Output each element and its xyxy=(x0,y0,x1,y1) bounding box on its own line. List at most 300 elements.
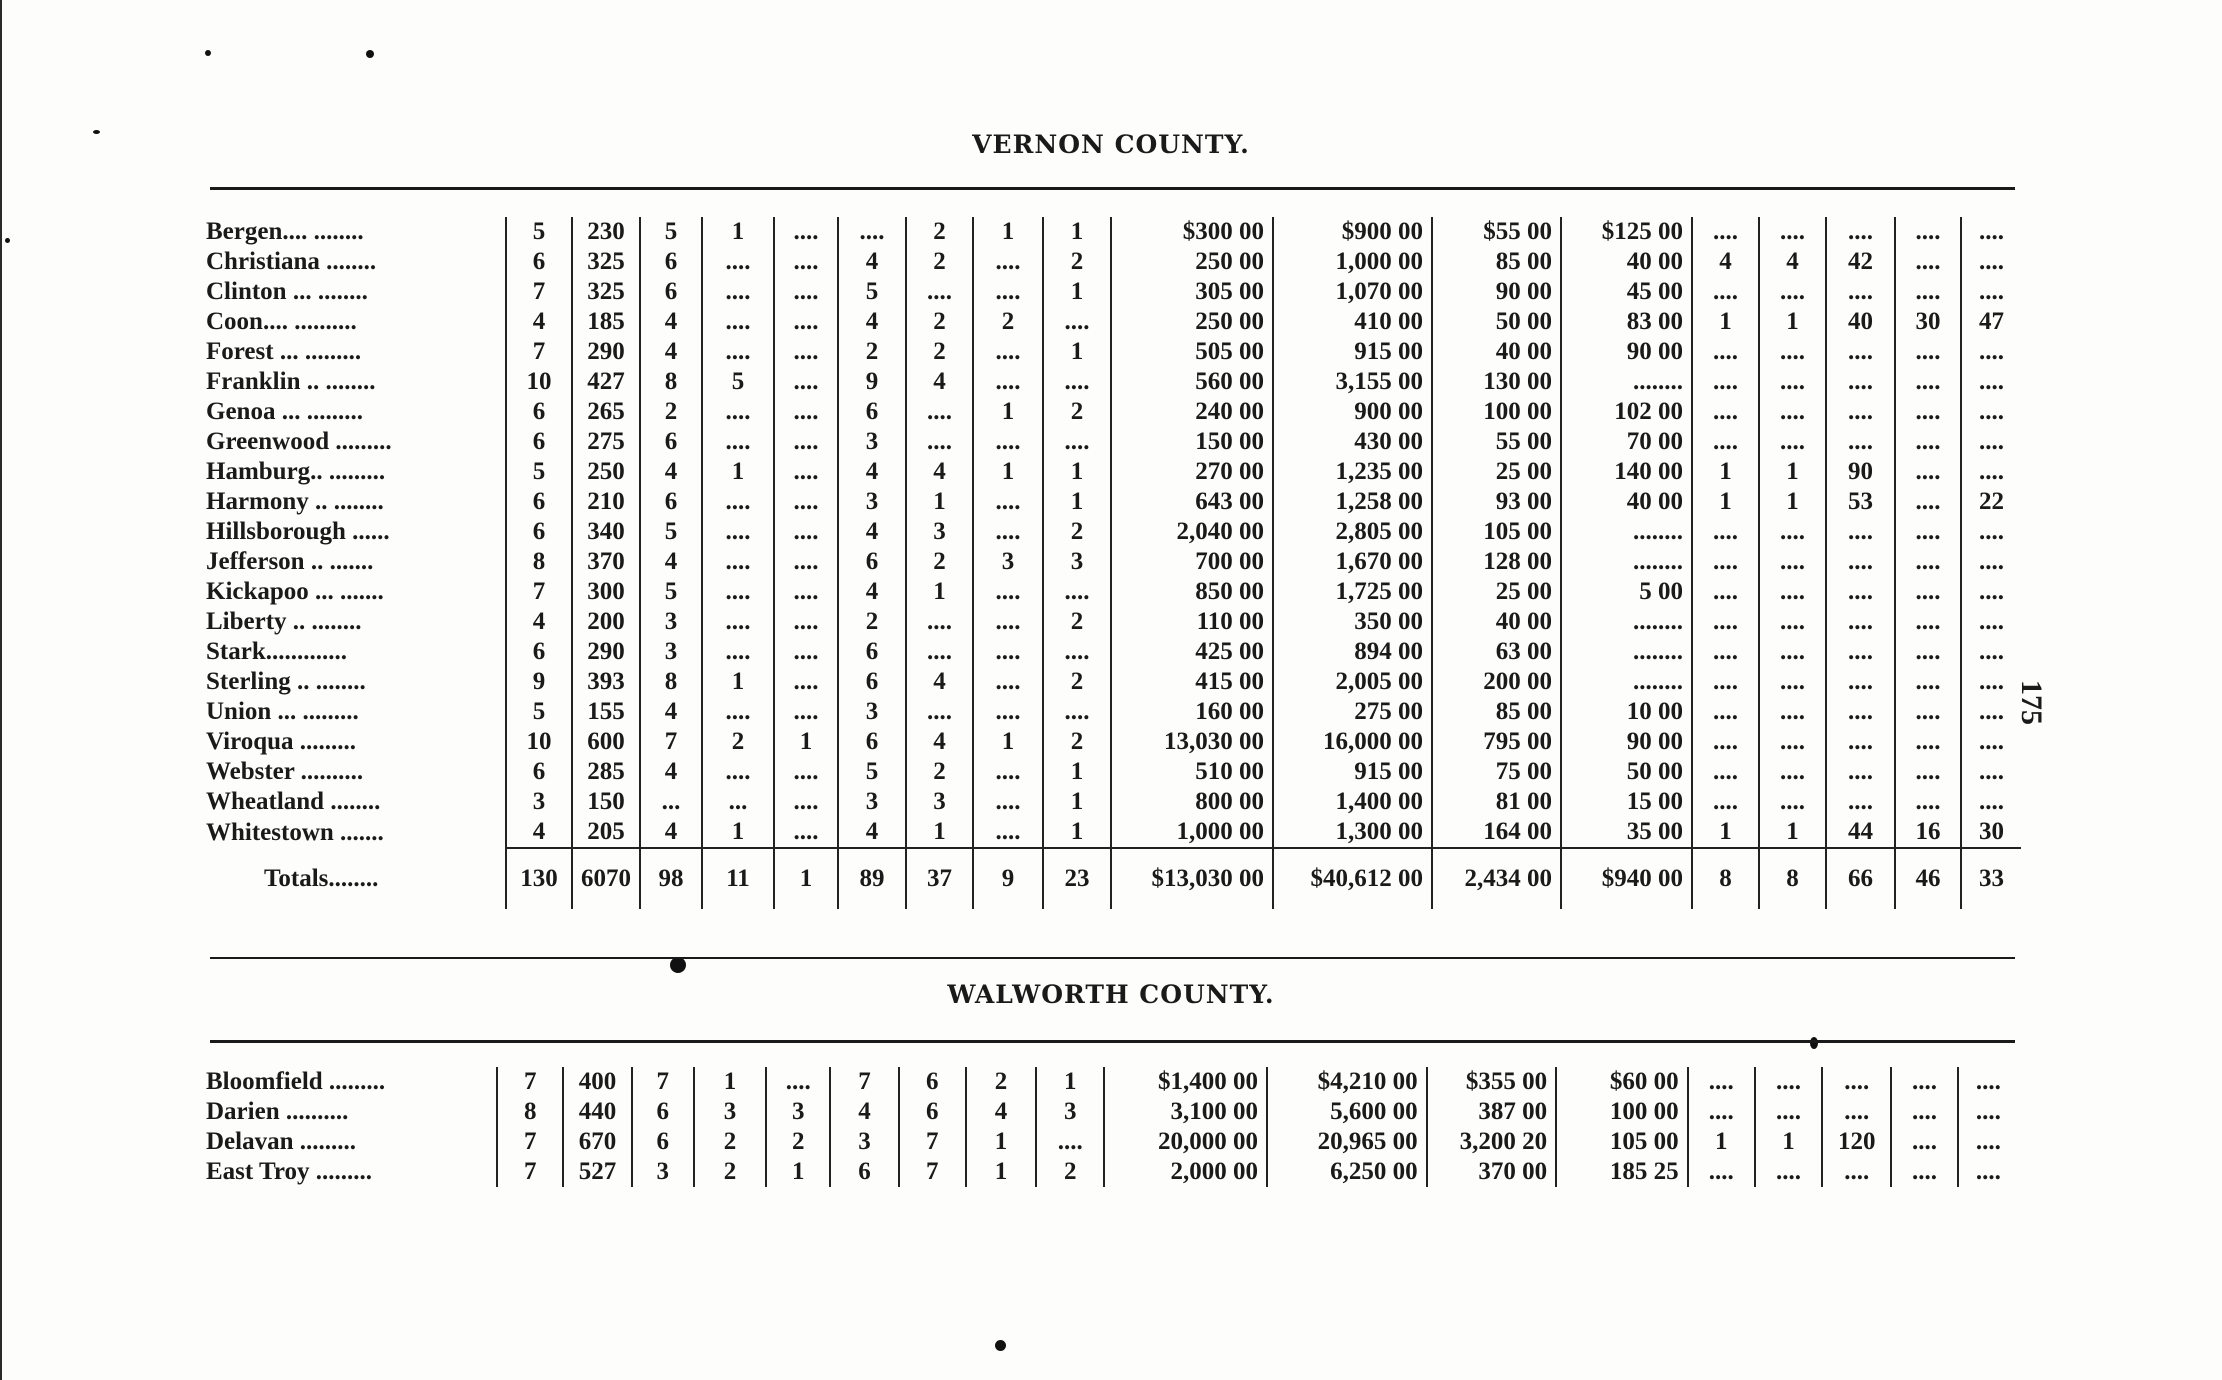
count-cell: .... xyxy=(1826,787,1895,817)
count-cell: 6 xyxy=(506,757,572,787)
count-cell: 670 xyxy=(563,1127,631,1157)
count-cell: .... xyxy=(1961,427,2021,457)
count-cell: .... xyxy=(1688,1097,1755,1127)
amount-cell: 100 00 xyxy=(1432,397,1561,427)
count-cell: 205 xyxy=(572,817,640,848)
town-name: Bloomfield ......... xyxy=(206,1068,386,1095)
count-cell: .... xyxy=(1961,787,2021,817)
amount-cell: 2,005 00 xyxy=(1273,667,1432,697)
count-cell: 1 xyxy=(1043,817,1111,848)
count-cell: 1 xyxy=(1043,487,1111,517)
amount-cell: 105 00 xyxy=(1556,1127,1688,1157)
count-cell: 1 xyxy=(1692,307,1759,337)
count-cell: .... xyxy=(973,247,1043,277)
count-cell: 6 xyxy=(838,727,906,757)
count-cell: .... xyxy=(1895,727,1961,757)
count-cell: 8 xyxy=(506,547,572,577)
table-row xyxy=(200,1127,2018,1157)
count-cell: 1 xyxy=(702,817,774,848)
count-cell: 2 xyxy=(906,337,973,367)
amount-cell: 140 00 xyxy=(1561,457,1692,487)
walworth-county-title: WALWORTH COUNTY. xyxy=(947,980,1275,1009)
count-cell: .... xyxy=(906,397,973,427)
town-name: Wheatland ........ xyxy=(206,788,381,815)
count-cell: .... xyxy=(1895,607,1961,637)
amount-cell: 105 00 xyxy=(1432,517,1561,547)
count-cell: .... xyxy=(774,367,838,397)
count-cell: .... xyxy=(774,247,838,277)
count-cell: .... xyxy=(1961,247,2021,277)
table-row xyxy=(200,367,2021,397)
count-cell: 1 xyxy=(1692,817,1759,848)
count-cell: .... xyxy=(1895,217,1961,247)
amount-cell: 1,258 00 xyxy=(1273,487,1432,517)
count-cell: 6 xyxy=(632,1097,694,1127)
count-cell: 1 xyxy=(973,457,1043,487)
count-cell: .... xyxy=(1826,427,1895,457)
count-cell: 120 xyxy=(1822,1127,1891,1157)
page-number: 175 xyxy=(2015,680,2048,725)
ink-speck xyxy=(670,957,686,973)
town-name: Hamburg.. ......... xyxy=(206,458,386,485)
count-cell: .... xyxy=(1759,397,1826,427)
town-name: Sterling .. ........ xyxy=(206,668,366,695)
count-cell: 6 xyxy=(632,1127,694,1157)
count-cell: 4 xyxy=(906,727,973,757)
amount-cell: ........ xyxy=(1561,367,1692,397)
count-cell: 230 xyxy=(572,217,640,247)
town-name: Greenwood ......... xyxy=(206,428,392,455)
count-cell: .... xyxy=(1895,367,1961,397)
table-row xyxy=(200,517,2021,547)
count-cell: .... xyxy=(1961,757,2021,787)
count-cell: .... xyxy=(702,607,774,637)
count-cell: .... xyxy=(774,787,838,817)
count-cell: 7 xyxy=(640,727,702,757)
amount-cell: ........ xyxy=(1561,637,1692,667)
table-row xyxy=(200,397,2021,427)
count-cell: 47 xyxy=(1961,307,2021,337)
ink-speck xyxy=(205,50,211,56)
count-cell: .... xyxy=(1692,547,1759,577)
count-cell: 1 xyxy=(973,397,1043,427)
amount-cell: 1,300 00 xyxy=(1273,817,1432,848)
amount-cell: 128 00 xyxy=(1432,547,1561,577)
count-cell: 7 xyxy=(899,1157,966,1187)
count-cell: .... xyxy=(702,577,774,607)
amount-cell: ........ xyxy=(1561,517,1692,547)
table-row xyxy=(200,667,2021,697)
amount-cell: 410 00 xyxy=(1273,307,1432,337)
count-cell: .... xyxy=(1826,607,1895,637)
count-cell: .... xyxy=(774,817,838,848)
count-cell: .... xyxy=(1961,697,2021,727)
amount-cell: 40 00 xyxy=(1432,607,1561,637)
amount-cell: 5,600 00 xyxy=(1267,1097,1427,1127)
count-cell: 1 xyxy=(1692,487,1759,517)
count-cell: 527 xyxy=(563,1157,631,1187)
amount-cell: 85 00 xyxy=(1432,247,1561,277)
count-cell: .... xyxy=(973,697,1043,727)
amount-cell: 50 00 xyxy=(1561,757,1692,787)
count-cell: .... xyxy=(1826,397,1895,427)
amount-cell: 430 00 xyxy=(1273,427,1432,457)
count-cell: .... xyxy=(1692,397,1759,427)
count-cell: 3 xyxy=(640,607,702,637)
amount-cell: 370 00 xyxy=(1427,1157,1556,1187)
count-cell: .... xyxy=(1895,757,1961,787)
count-cell: .... xyxy=(1759,607,1826,637)
table-row xyxy=(200,217,2021,247)
count-cell: .... xyxy=(1961,727,2021,757)
count-cell: 90 xyxy=(1826,457,1895,487)
count-cell: 1 xyxy=(1043,757,1111,787)
table-row xyxy=(200,1157,2018,1187)
count-cell: 5 xyxy=(838,277,906,307)
count-cell: 2 xyxy=(838,607,906,637)
town-name: Hillsborough ...... xyxy=(206,518,390,545)
amount-cell: 63 00 xyxy=(1432,637,1561,667)
count-cell: 2 xyxy=(966,1067,1036,1097)
amount-cell: 15 00 xyxy=(1561,787,1692,817)
count-cell: .... xyxy=(702,247,774,277)
count-cell: 1 xyxy=(1036,1067,1104,1097)
count-cell: .... xyxy=(1826,727,1895,757)
count-cell: .... xyxy=(1826,757,1895,787)
count-cell: 1 xyxy=(1043,787,1111,817)
amount-cell: 3,155 00 xyxy=(1273,367,1432,397)
amount-cell: 110 00 xyxy=(1111,607,1273,637)
amount-cell: 160 00 xyxy=(1111,697,1273,727)
amount-cell: 102 00 xyxy=(1561,397,1692,427)
count-cell: 1 xyxy=(1043,277,1111,307)
count-cell: .... xyxy=(973,277,1043,307)
count-cell: 1 xyxy=(966,1127,1036,1157)
amount-cell: ........ xyxy=(1561,547,1692,577)
count-cell: .... xyxy=(1692,367,1759,397)
count-cell: .... xyxy=(1961,277,2021,307)
count-cell: 5 xyxy=(640,217,702,247)
count-cell: .... xyxy=(906,697,973,727)
count-cell: 1 xyxy=(1759,457,1826,487)
count-cell: 6 xyxy=(838,547,906,577)
count-cell: .... xyxy=(1961,637,2021,667)
count-cell: 6 xyxy=(506,487,572,517)
vernon-top-rule xyxy=(210,187,2015,190)
count-cell: 6 xyxy=(506,397,572,427)
count-cell: 44 xyxy=(1826,817,1895,848)
amount-cell: 13,030 00 xyxy=(1111,727,1273,757)
count-cell: .... xyxy=(1759,337,1826,367)
count-cell: 440 xyxy=(563,1097,631,1127)
amount-cell: 70 00 xyxy=(1561,427,1692,457)
count-cell: 89 xyxy=(838,848,906,909)
amount-cell: 505 00 xyxy=(1111,337,1273,367)
count-cell: .... xyxy=(1961,457,2021,487)
count-cell: 2 xyxy=(640,397,702,427)
table-row xyxy=(200,577,2021,607)
count-cell: .... xyxy=(973,787,1043,817)
count-cell: 4 xyxy=(838,457,906,487)
amount-cell: $13,030 00 xyxy=(1111,848,1273,909)
count-cell: 6 xyxy=(838,397,906,427)
count-cell: 1 xyxy=(973,727,1043,757)
count-cell: .... xyxy=(1692,607,1759,637)
amount-cell: 850 00 xyxy=(1111,577,1273,607)
totals-label: Totals........ xyxy=(264,864,379,892)
count-cell: .... xyxy=(1692,277,1759,307)
count-cell: 285 xyxy=(572,757,640,787)
count-cell: .... xyxy=(1961,517,2021,547)
count-cell: 370 xyxy=(572,547,640,577)
ink-speck xyxy=(995,1340,1006,1351)
count-cell: .... xyxy=(774,667,838,697)
count-cell: .... xyxy=(1895,487,1961,517)
amount-cell: 200 00 xyxy=(1432,667,1561,697)
count-cell: 5 xyxy=(506,697,572,727)
count-cell: 3 xyxy=(766,1097,830,1127)
count-cell: .... xyxy=(774,517,838,547)
town-name: Delavan ......... xyxy=(206,1128,356,1155)
count-cell: 2 xyxy=(906,547,973,577)
count-cell: .... xyxy=(1759,757,1826,787)
amount-cell: 1,670 00 xyxy=(1273,547,1432,577)
ink-speck xyxy=(5,238,10,243)
town-name: East Troy ......... xyxy=(206,1158,372,1185)
count-cell: .... xyxy=(702,757,774,787)
count-cell: .... xyxy=(1826,637,1895,667)
count-cell: .... xyxy=(906,637,973,667)
count-cell: .... xyxy=(1826,277,1895,307)
count-cell: 1 xyxy=(966,1157,1036,1187)
amount-cell: 250 00 xyxy=(1111,307,1273,337)
count-cell: .... xyxy=(1759,697,1826,727)
count-cell: .... xyxy=(1688,1157,1755,1187)
amount-cell: 90 00 xyxy=(1432,277,1561,307)
count-cell: .... xyxy=(702,487,774,517)
amount-cell: 1,725 00 xyxy=(1273,577,1432,607)
count-cell: 4 xyxy=(838,307,906,337)
count-cell: 4 xyxy=(906,457,973,487)
count-cell: 4 xyxy=(1692,247,1759,277)
count-cell: 7 xyxy=(506,577,572,607)
amount-cell: 250 00 xyxy=(1111,247,1273,277)
count-cell: ... xyxy=(702,787,774,817)
count-cell: 1 xyxy=(702,667,774,697)
amount-cell: 25 00 xyxy=(1432,457,1561,487)
count-cell: 8 xyxy=(1692,848,1759,909)
count-cell: .... xyxy=(973,667,1043,697)
count-cell: .... xyxy=(1692,787,1759,817)
count-cell: 7 xyxy=(497,1157,563,1187)
count-cell: .... xyxy=(1759,427,1826,457)
town-name: Franklin .. ........ xyxy=(206,368,376,395)
amount-cell: 164 00 xyxy=(1432,817,1561,848)
count-cell: .... xyxy=(774,547,838,577)
amount-cell: $40,612 00 xyxy=(1273,848,1432,909)
count-cell: 4 xyxy=(838,517,906,547)
count-cell: 1 xyxy=(1043,457,1111,487)
table-row xyxy=(200,727,2021,757)
count-cell: 325 xyxy=(572,277,640,307)
ink-speck xyxy=(366,50,374,58)
count-cell: .... xyxy=(1891,1067,1957,1097)
count-cell: .... xyxy=(1043,307,1111,337)
count-cell: 7 xyxy=(506,337,572,367)
count-cell: .... xyxy=(973,517,1043,547)
walworth-top-rule xyxy=(210,1040,2015,1043)
count-cell: 5 xyxy=(838,757,906,787)
count-cell: .... xyxy=(774,427,838,457)
town-name: Viroqua ......... xyxy=(206,728,357,755)
count-cell: 130 xyxy=(506,848,572,909)
count-cell: 98 xyxy=(640,848,702,909)
count-cell: 6 xyxy=(899,1097,966,1127)
count-cell: 2 xyxy=(694,1127,766,1157)
count-cell: .... xyxy=(1822,1157,1891,1187)
vernon-county-title: VERNON COUNTY. xyxy=(972,130,1250,159)
count-cell: 7 xyxy=(899,1127,966,1157)
count-cell: 1 xyxy=(702,217,774,247)
count-cell: 1 xyxy=(1688,1127,1755,1157)
count-cell: 46 xyxy=(1895,848,1961,909)
count-cell: .... xyxy=(1826,577,1895,607)
table-row xyxy=(200,487,2021,517)
walworth-county-table xyxy=(200,1067,2018,1187)
count-cell: 22 xyxy=(1961,487,2021,517)
amount-cell: $55 00 xyxy=(1432,217,1561,247)
count-cell: 6 xyxy=(640,487,702,517)
count-cell: .... xyxy=(1755,1097,1822,1127)
town-name: Stark............. xyxy=(206,638,347,665)
table-row xyxy=(200,637,2021,667)
count-cell: 2 xyxy=(1043,667,1111,697)
count-cell: .... xyxy=(1822,1097,1891,1127)
count-cell: 4 xyxy=(906,367,973,397)
town-name: Whitestown ....... xyxy=(206,818,384,846)
count-cell: .... xyxy=(1692,667,1759,697)
town-name: Christiana ........ xyxy=(206,248,377,275)
count-cell: 3 xyxy=(694,1097,766,1127)
amount-cell: 25 00 xyxy=(1432,577,1561,607)
amount-cell: 1,000 00 xyxy=(1111,817,1273,848)
count-cell: 53 xyxy=(1826,487,1895,517)
count-cell: 37 xyxy=(906,848,973,909)
town-name: Union ... ......... xyxy=(206,698,359,725)
amount-cell: 90 00 xyxy=(1561,337,1692,367)
count-cell: .... xyxy=(1043,697,1111,727)
count-cell: 6 xyxy=(506,247,572,277)
count-cell: 7 xyxy=(497,1067,563,1097)
count-cell: .... xyxy=(1895,787,1961,817)
count-cell: .... xyxy=(1692,697,1759,727)
count-cell: .... xyxy=(1692,217,1759,247)
count-cell: 2 xyxy=(702,727,774,757)
count-cell: 6 xyxy=(640,247,702,277)
count-cell: .... xyxy=(1895,427,1961,457)
count-cell: .... xyxy=(1895,337,1961,367)
count-cell: 8 xyxy=(640,667,702,697)
count-cell: 6 xyxy=(640,277,702,307)
amount-cell: 50 00 xyxy=(1432,307,1561,337)
town-name: Coon.... .......... xyxy=(206,308,357,335)
count-cell: 275 xyxy=(572,427,640,457)
amount-cell: 2,805 00 xyxy=(1273,517,1432,547)
count-cell: 200 xyxy=(572,607,640,637)
count-cell: .... xyxy=(1759,577,1826,607)
count-cell: 4 xyxy=(640,337,702,367)
count-cell: 1 xyxy=(1692,457,1759,487)
count-cell: .... xyxy=(1895,457,1961,487)
count-cell: 6 xyxy=(838,637,906,667)
table-row xyxy=(200,787,2021,817)
count-cell: 3 xyxy=(640,637,702,667)
count-cell: .... xyxy=(774,757,838,787)
count-cell: 3 xyxy=(1036,1097,1104,1127)
count-cell: 290 xyxy=(572,637,640,667)
count-cell: 4 xyxy=(640,817,702,848)
amount-cell: 10 00 xyxy=(1561,697,1692,727)
count-cell: 5 xyxy=(640,577,702,607)
amount-cell: 415 00 xyxy=(1111,667,1273,697)
count-cell: 1 xyxy=(906,577,973,607)
count-cell: 3 xyxy=(906,787,973,817)
count-cell: 4 xyxy=(506,817,572,848)
amount-cell: 800 00 xyxy=(1111,787,1273,817)
count-cell: .... xyxy=(906,427,973,457)
amount-cell: ........ xyxy=(1561,607,1692,637)
count-cell: 250 xyxy=(572,457,640,487)
count-cell: 1 xyxy=(973,217,1043,247)
count-cell: 1 xyxy=(1043,337,1111,367)
amount-cell: 20,000 00 xyxy=(1104,1127,1267,1157)
count-cell: 7 xyxy=(632,1067,694,1097)
count-cell: 325 xyxy=(572,247,640,277)
count-cell: 16 xyxy=(1895,817,1961,848)
count-cell: 1 xyxy=(1759,487,1826,517)
count-cell: .... xyxy=(702,427,774,457)
count-cell: 3 xyxy=(973,547,1043,577)
count-cell: 4 xyxy=(506,607,572,637)
count-cell: .... xyxy=(1826,517,1895,547)
count-cell: .... xyxy=(973,577,1043,607)
amount-cell: 40 00 xyxy=(1561,487,1692,517)
count-cell: .... xyxy=(702,277,774,307)
count-cell: .... xyxy=(1961,397,2021,427)
table-row xyxy=(200,607,2021,637)
count-cell: 5 xyxy=(702,367,774,397)
count-cell: 7 xyxy=(497,1127,563,1157)
count-cell: 6070 xyxy=(572,848,640,909)
amount-cell: 185 25 xyxy=(1556,1157,1688,1187)
count-cell: 1 xyxy=(774,848,838,909)
count-cell: 2 xyxy=(838,337,906,367)
count-cell: .... xyxy=(1759,277,1826,307)
count-cell: .... xyxy=(774,577,838,607)
count-cell: .... xyxy=(1961,577,2021,607)
count-cell: 8 xyxy=(1759,848,1826,909)
count-cell: 4 xyxy=(1759,247,1826,277)
table-row xyxy=(200,277,2021,307)
amount-cell: 275 00 xyxy=(1273,697,1432,727)
count-cell: 8 xyxy=(497,1097,563,1127)
count-cell: 4 xyxy=(966,1097,1036,1127)
count-cell: .... xyxy=(1043,427,1111,457)
count-cell: .... xyxy=(1692,727,1759,757)
count-cell: 3 xyxy=(838,487,906,517)
count-cell: .... xyxy=(702,307,774,337)
count-cell: .... xyxy=(1958,1127,2018,1157)
